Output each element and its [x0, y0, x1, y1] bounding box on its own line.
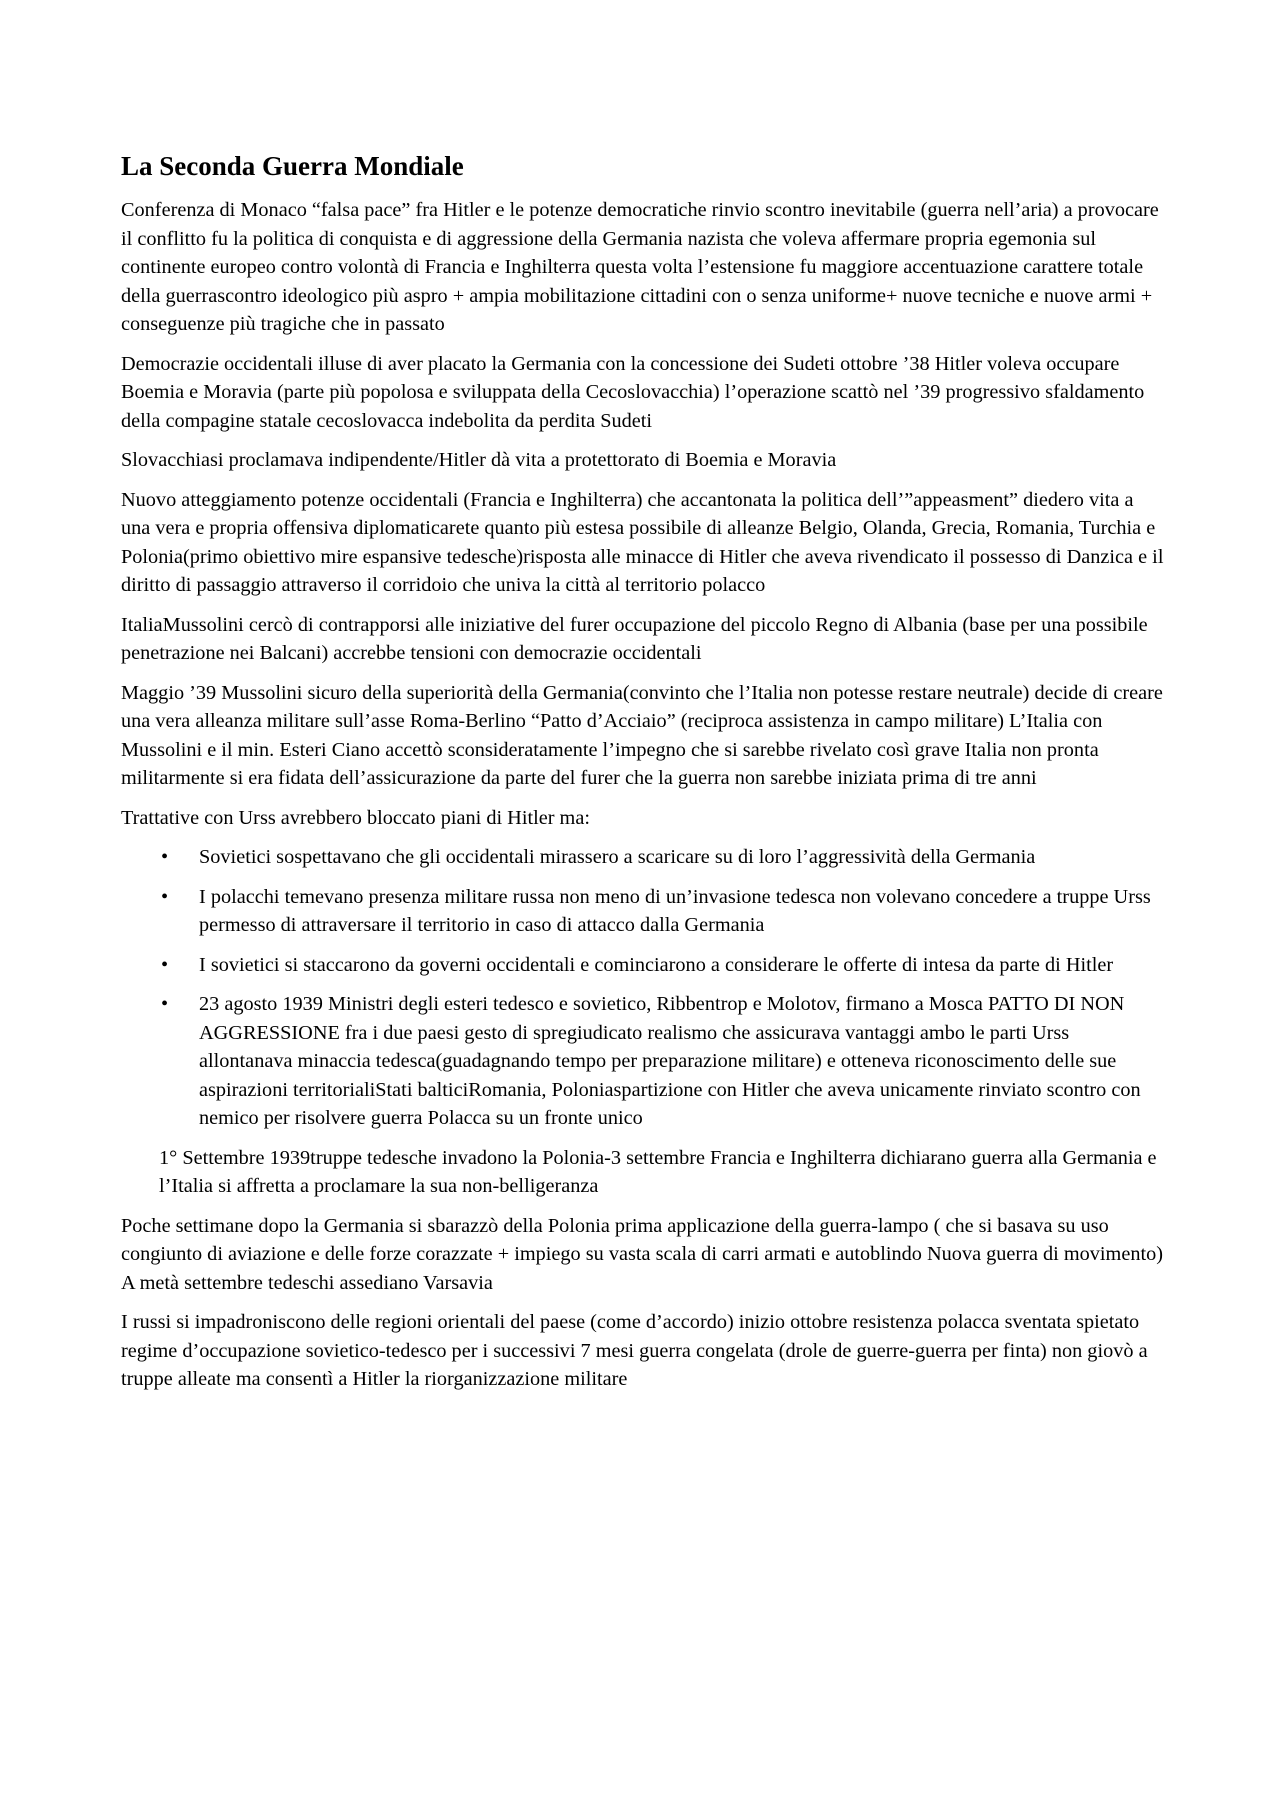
paragraph-russi-polonia: I russi si impadroniscono delle regioni orientali del paese (come d’accordo) inizio ottobre resistenza polacca sventata spietato regime d’occupazione sovietico-tedesco per i successivi 7 mesi guerra congelata (drole de guerre-guerra per finta) non giovò a truppe alleate ma consentì a Hitler la riorganizzazione militare [121, 1311, 1148, 1390]
bullet-icon: • [161, 885, 169, 908]
paragraph-italia-albania: ItaliaMussolini cercò di contrapporsi alle iniziative del furer occupazione del piccolo Regno di Albania (base per una possibile penetrazione nei Balcani) accrebbe tensioni con democrazie occidentali [121, 613, 1148, 664]
paragraph-trattative-urss: Trattative con Urss avrebbero bloccato piani di Hitler ma: [121, 806, 590, 829]
document-page [121, 150, 1166, 1405]
paragraph-patto-acciaio: Maggio ’39 Mussolini sicuro della superiorità della Germania(convinto che l’Italia non potesse restare neutrale) decide di creare una vera alleanza militare sull’asse Roma-Berlino “Patto d’Acciaio” (reciproca assistenza in campo militare) L’Italia con Mussolini e il min. Esteri Ciano accettò sconsideratamente l’impegno che si sarebbe rivelato così grave Italia non pronta militarmente si era fidata dell’assicurazione da parte del furer che la guerra non sarebbe iniziata prima di tre anni [121, 681, 1163, 789]
paragraph-sudeti: Democrazie occidentali illuse di aver placato la Germania con la concessione dei Sudeti ottobre ’38 Hitler voleva occupare Boemia e Moravia (parte più popolosa e sviluppata della Cecoslovacchia) l’operazione scattò nel ’39 progressivo sfaldamento della compagine statale cecoslovacca indebolita da perdita Sudeti [121, 352, 1145, 432]
bullet-icon: • [161, 846, 169, 868]
bullet-icon: • [161, 993, 169, 1015]
paragraph-guerra-lampo: Poche settimane dopo la Germania si sbarazzò della Polonia prima applicazione della guerra-lampo ( che si basava su uso congiunto di aviazione e delle forze corazzate + impiego su vasta scala di carri armati e autoblindo Nuova guerra di movimento) A metà settembre tedeschi assediano Varsavia [121, 1214, 1163, 1294]
paragraph-monaco: Conferenza di Monaco “falsa pace” fra Hitler e le potenze democratiche rinvio scontro inevitabile (guerra nell’aria) a provocare il conflitto fu la politica di conquista e di aggressione della Germania nazista che voleva affermare propria egemonia sul continente europeo contro volontà di Francia e Inghilterra questa volta l’estensione fu maggiore accentuazione carattere totale della guerrascontro ideologico più aspro + ampia mobilitazione cittadini con o senza uniforme+ nuove tecniche e nuove armi + conseguenze più tragiche che in passato [121, 199, 1159, 335]
paragraph-slovacchia: Slovacchiasi proclamava indipendente/Hitler dà vita a protettorato di Boemia e Moravia [121, 449, 837, 471]
paragraph-potenze-occidentali: Nuovo atteggiamento potenze occidentali (Francia e Inghilterra) che accantonata la politica dell’”appeasment” diedero vita a una vera e propria offensiva diplomaticarete quanto più estesa possibile di alleanze Belgio, Olanda, Grecia, Romania, Turchia e Polonia(primo obiettivo mire espansive tedesche)risposta alle minacce di Hitler che aveva rivendicato il possesso di Danzica e il diritto di passaggio attraverso il corridoio che univa la città al territorio polacco [121, 488, 1164, 596]
paragraph-invasione-polonia: 1° Settembre 1939truppe tedesche invadono la Polonia-3 settembre Francia e Inghilterra dichiarano guerra alla Germania e l’Italia si affretta a proclamare la sua non-belligeranza [159, 1146, 1157, 1197]
list-item [121, 883, 1166, 940]
list-item [121, 990, 1166, 1133]
list-item-text: I sovietici si staccarono da governi occidentali e cominciarono a considerare le offerte di intesa da parte di Hitler [199, 953, 1114, 976]
list-item [121, 843, 1166, 872]
list-item-text: Sovietici sospettavano che gli occidentali mirassero a scaricare su di loro l’aggressività della Germania [199, 846, 1036, 868]
list-item-text: 23 agosto 1939 Ministri degli esteri tedesco e sovietico, Ribbentrop e Molotov, firmano a Mosca PATTO DI NON AGGRESSIONE fra i due paesi gesto di spregiudicato realismo che assicurava vantaggi ambo le parti Urss allontanava minaccia tedesca(guadagnando tempo per preparazione militare) e otteneva riconoscimento delle sue aspirazioni territorialiStati balticiRomania, Poloniaspartizione con Hitler che aveva unicamente rinviato scontro con nemico per risolvere guerra Polacca su un fronte unico [199, 993, 1141, 1129]
list-item [121, 951, 1166, 980]
bullet-list [121, 843, 1166, 1133]
list-item-text: I polacchi temevano presenza militare russa non meno di un’invasione tedesca non volevano concedere a truppe Urss permesso di attraversare il territorio in caso di attacco dalla Germania [199, 885, 1151, 936]
document-title: La Seconda Guerra Mondiale [121, 151, 464, 181]
bullet-icon: • [161, 953, 169, 976]
